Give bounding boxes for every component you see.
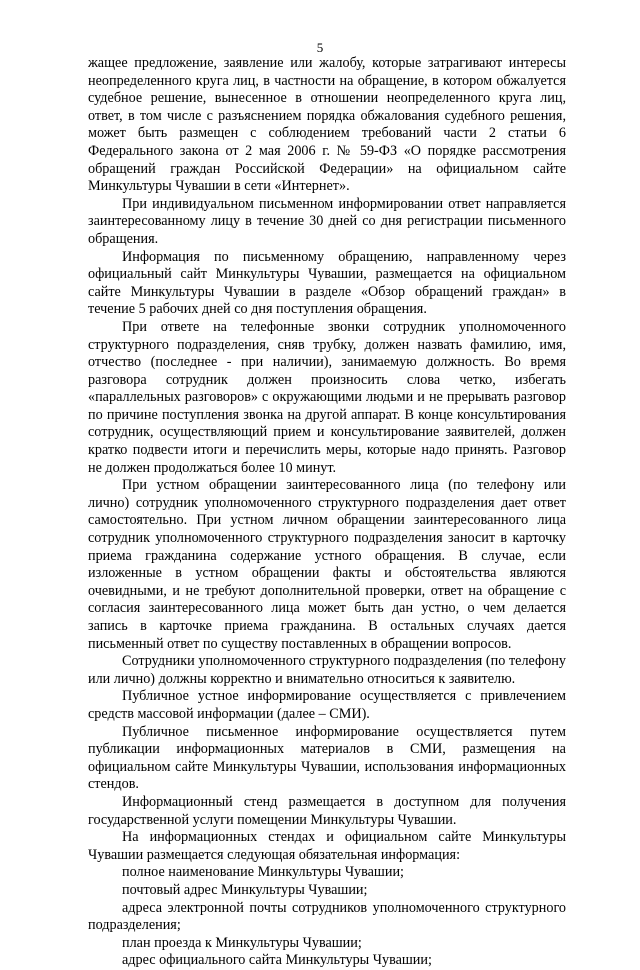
paragraph-mandatory-info-intro: На информационных стендах и официальном сайте Минкультуры Чувашии размещается следующая обязательная информация: — [88, 829, 566, 863]
paragraph-continuation: жащее предложение, заявление или жалобу, которые затрагивают интересы неопределенного круга лиц, в частности на обращение, в котором обжалуется судебное решение, вынесенное в отношении неопределенного круга лиц, ответ, в том числе с разъяснением порядка обжалования судебного решения, может быть размещен с соблюдением требований части 2 статьи 6 Федерального закона от 2 мая 2006 г. № 59-ФЗ «О порядке рассмотрения обращений граждан Российской Федерации» на официальном сайте Минкультуры Чувашии в сети «Интернет». — [88, 55, 566, 195]
list-item-email-addresses: адреса электронной почты сотрудников уполномоченного структурного подразделения; — [88, 899, 566, 934]
document-body — [88, 55, 566, 970]
paragraph-website-appeal-info: Информация по письменному обращению, направленному через официальный сайт Минкультуры Чувашии, размещается на официальном сайте Минкультуры Чувашии в разделе «Обзор обращений граждан» в течение 5 рабочих дней со дня поступления обращения. — [88, 248, 566, 318]
paragraph-staff-conduct: Сотрудники уполномоченного структурного подразделения (по телефону или лично) должны корректно и внимательно относиться к заявителю. — [88, 653, 566, 687]
list-item-website-address: адрес официального сайта Минкультуры Чувашии; — [122, 952, 432, 969]
paragraph-public-written-info: Публичное письменное информирование осуществляется путем публикации информационных материалов в СМИ, размещения на официальном сайте Минкультуры Чувашии, использования информационных стендов. — [88, 723, 566, 793]
paragraph-oral-appeal: При устном обращении заинтересованного лица (по телефону или лично) сотрудник уполномоченного структурного подразделения дает ответ самостоятельно. При устном личном обращении заинтересованного лица сотрудник уполномоченного структурного подразделения заносит в карточку приема гражданина содержание устного обращения. В случае, если изложенные в устном обращении факты и обстоятельства являются очевидными, и не требуют дополнительной проверки, ответ на обращение с согласия заинтересованного лица может быть дан устно, о чем делается запись в карточке приема гражданина. В остальных случаях дается письменный ответ по существу поставленных в обращении вопросов. — [88, 477, 566, 652]
list-item-directions: план проезда к Минкультуры Чувашии; — [122, 934, 362, 951]
paragraph-individual-written-info: При индивидуальном письменном информировании ответ направляется заинтересованному лицу в течение 30 дней со дня регистрации письменного обращения. — [88, 195, 566, 247]
list-item-full-name: полное наименование Минкультуры Чувашии; — [122, 864, 404, 881]
page-number: 5 — [316, 40, 324, 55]
list-item-postal-address: почтовый адрес Минкультуры Чувашии; — [122, 881, 368, 898]
paragraph-public-oral-info: Публичное устное информирование осуществляется с привлечением средств массовой информации (далее – СМИ). — [88, 688, 566, 722]
paragraph-info-stand: Информационный стенд размещается в доступном для получения государственной услуги помещении Минкультуры Чувашии. — [88, 793, 566, 828]
paragraph-phone-calls: При ответе на телефонные звонки сотрудник уполномоченного структурного подразделения, сняв трубку, должен назвать фамилию, имя, отчество (последнее - при наличии), занимаемую должность. Во время разговора сотрудник должен произносить слова четко, избегать «параллельных разговоров» с окружающими людьми и не прерывать разговор по причине поступления звонка на другой аппарат. В конце консультирования сотрудник, осуществляющий прием и консультирование заявителей, должен кратко подвести итоги и перечислить меры, которые надо принять. Разговор не должен продолжаться более 10 минут. — [88, 318, 566, 476]
